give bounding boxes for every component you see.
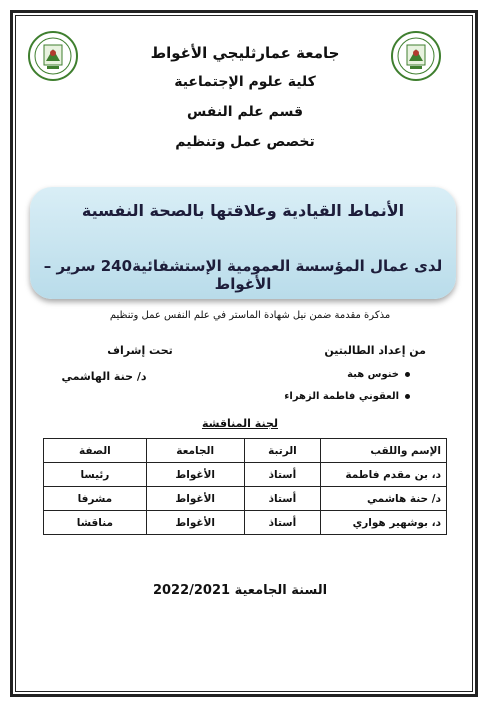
- committee-table: [43, 438, 447, 535]
- member-role: مناقشا: [44, 511, 147, 535]
- thesis-title-box: [30, 187, 456, 299]
- member-role: رئيسا: [44, 463, 147, 487]
- member-name: د/ حنة هاشمي: [321, 487, 447, 511]
- column-header-role: الصفة: [44, 439, 147, 463]
- thesis-title: الأنماط القيادية وعلاقتها بالصحة النفسية: [81, 201, 405, 220]
- student-item: [284, 391, 410, 402]
- university-name: جامعة عمارثليجي الأغواط: [150, 44, 340, 62]
- member-rank: أستاذ: [244, 511, 321, 535]
- table-header-row: [44, 439, 447, 463]
- member-university: الأغواط: [146, 511, 244, 535]
- member-name: د، بن مقدم فاطمة: [321, 463, 447, 487]
- member-role: مشرفا: [44, 487, 147, 511]
- university-logo-right: [390, 30, 442, 82]
- column-header-rank: الرتبة: [244, 439, 321, 463]
- member-name: د، بوشهير هواري: [321, 511, 447, 535]
- thesis-subtitle: لدى عمال المؤسسة العمومية الإستشفائية240 سرير – الأغواط: [43, 257, 443, 293]
- supervisor-name: د/ حنة الهاشمي: [61, 370, 147, 383]
- memo-statement: مذكرة مقدمة ضمن نيل شهادة الماستر في علم النفس عمل وتنظيم: [109, 310, 391, 321]
- supervision-heading: تحت إشراف: [107, 344, 173, 357]
- student-name: خنوس هبة: [347, 369, 399, 380]
- students-heading: من إعداد الطالبتين: [324, 344, 426, 357]
- member-rank: أستاذ: [244, 487, 321, 511]
- bullet-icon: [405, 394, 410, 399]
- member-university: الأغواط: [146, 463, 244, 487]
- student-item: [347, 369, 410, 380]
- faculty-name: كلية علوم الإجتماعية: [174, 74, 316, 90]
- bullet-icon: [405, 372, 410, 377]
- university-logo-left: [27, 30, 79, 82]
- column-header-university: الجامعة: [146, 439, 244, 463]
- specialty-name: تخصص عمل وتنظيم: [175, 134, 315, 150]
- table-row: [44, 463, 447, 487]
- table-row: [44, 511, 447, 535]
- department-name: قسم علم النفس: [186, 104, 304, 120]
- table-row: [44, 487, 447, 511]
- academic-year: السنة الجامعية 2022/2021: [152, 583, 328, 598]
- committee-heading: لجنة المناقشة: [201, 417, 278, 430]
- column-header-name: الإسم واللقب: [321, 439, 447, 463]
- member-university: الأغواط: [146, 487, 244, 511]
- member-rank: أستاذ: [244, 463, 321, 487]
- student-name: العقوني فاطمة الزهراء: [284, 391, 399, 402]
